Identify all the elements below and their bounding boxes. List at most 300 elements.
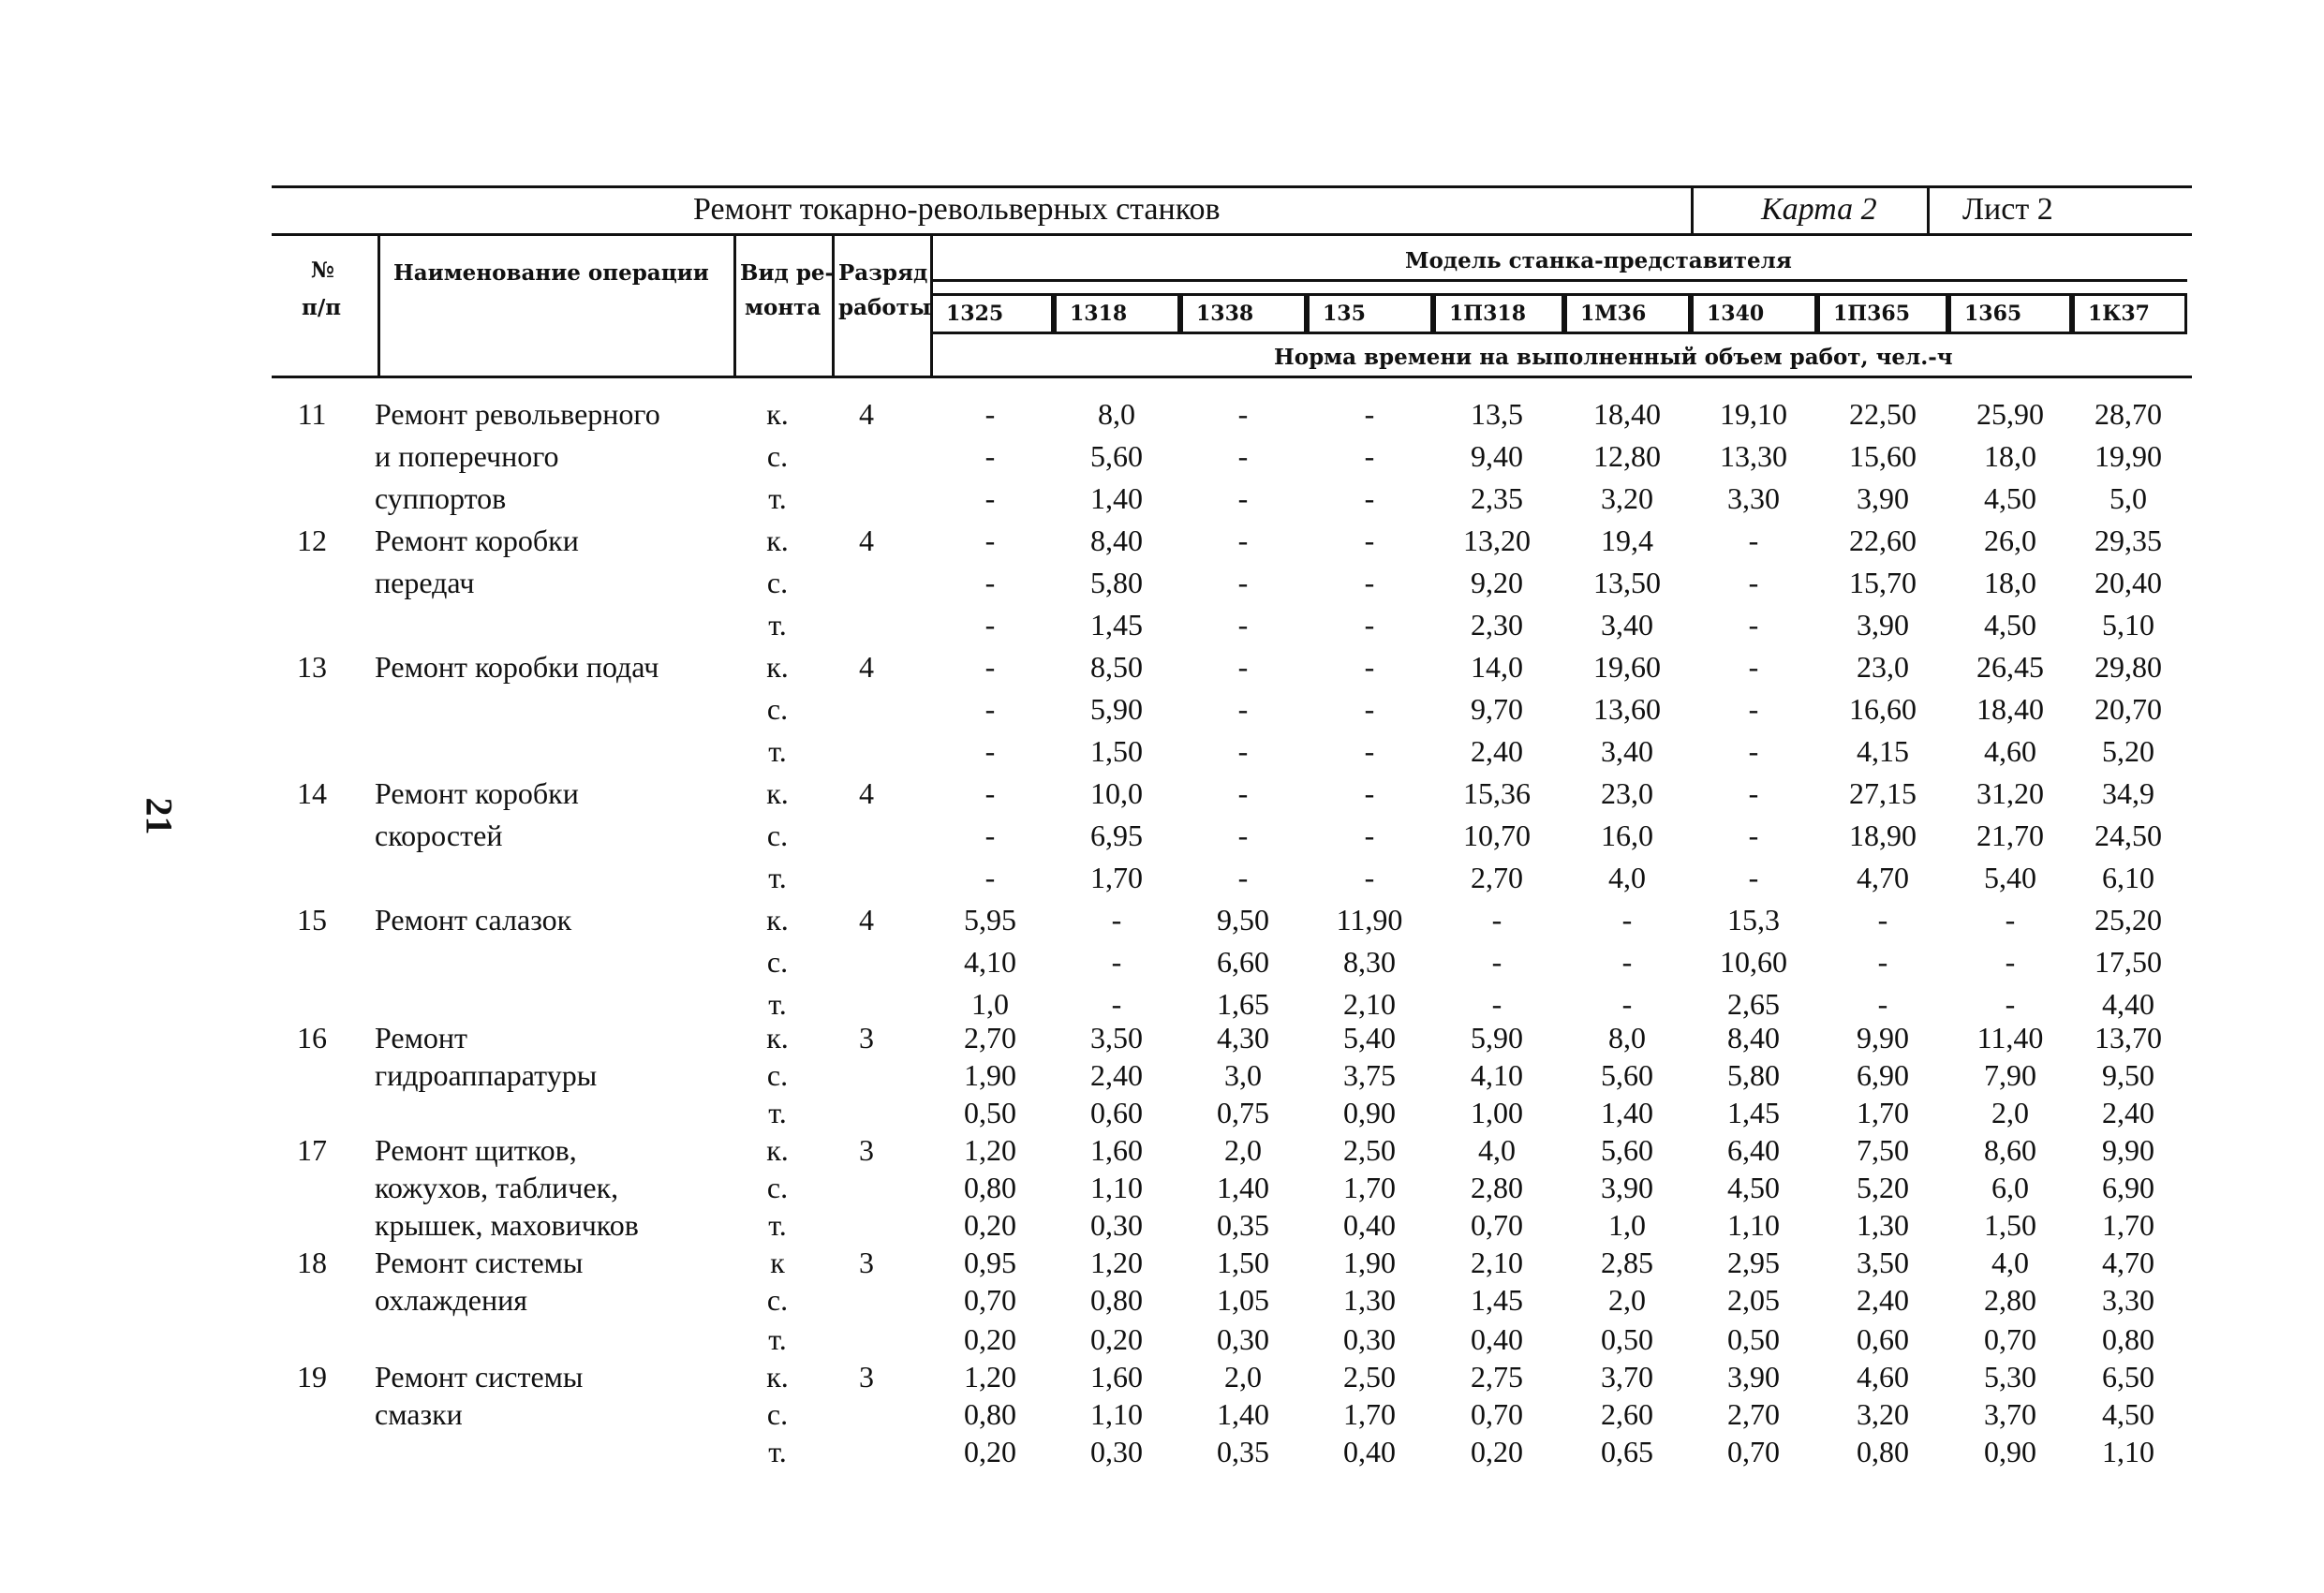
table-row <box>272 1019 2183 1056</box>
table-row <box>272 1281 2183 1319</box>
norm-value: 2,70 <box>1727 1397 1780 1431</box>
operation-name: скоростей <box>375 819 503 852</box>
table-row <box>272 1395 2183 1433</box>
norm-value: - <box>1111 903 1122 937</box>
norm-value: 6,0 <box>1991 1171 2029 1204</box>
norm-value: 22,60 <box>1849 524 1917 557</box>
norm-value: 1,10 <box>1090 1397 1143 1431</box>
row-number: 11 <box>297 397 327 431</box>
model-header-1318: 1318 <box>1054 293 1180 334</box>
operation-name: Ремонт коробки подач <box>375 650 659 684</box>
norm-value: 20,70 <box>2095 692 2162 726</box>
norm-value: 9,50 <box>2102 1058 2154 1092</box>
norm-value: 0,30 <box>1090 1208 1143 1242</box>
table-row <box>272 648 2183 686</box>
norm-value: 2,30 <box>1471 608 1523 642</box>
repair-type: т. <box>768 1435 787 1468</box>
norm-value: 9,40 <box>1471 439 1523 473</box>
norm-value: 0,70 <box>1471 1208 1523 1242</box>
norm-value: - <box>984 650 996 684</box>
norm-value: - <box>2005 987 2016 1021</box>
model-header-1325: 1325 <box>930 293 1054 334</box>
card-label: Карта 2 <box>1761 192 1877 227</box>
operation-name: гидроаппаратуры <box>375 1058 598 1092</box>
norm-value: 2,95 <box>1727 1246 1780 1279</box>
norm-value: - <box>1364 566 1375 599</box>
col-header-name: Наименование операции <box>393 260 709 286</box>
norm-value: 6,90 <box>1857 1058 1909 1092</box>
norm-value: 3,20 <box>1601 481 1653 515</box>
operation-name: Ремонт коробки <box>375 524 579 557</box>
norm-value: 1,05 <box>1217 1283 1269 1317</box>
norm-value: 28,70 <box>2095 397 2162 431</box>
norm-value: 4,15 <box>1857 734 1909 768</box>
norm-value: 1,70 <box>1343 1171 1396 1204</box>
norm-value: 2,80 <box>1471 1171 1523 1204</box>
norm-value: 25,20 <box>2095 903 2162 937</box>
repair-type: с. <box>766 439 789 473</box>
norm-value: 10,70 <box>1463 819 1531 852</box>
norm-value: 0,70 <box>1727 1435 1780 1468</box>
norm-value: 1,00 <box>1471 1096 1523 1129</box>
norm-value: 15,60 <box>1849 439 1917 473</box>
norm-value: 26,0 <box>1984 524 2036 557</box>
norm-value: 0,70 <box>1471 1397 1523 1431</box>
norm-value: 1,65 <box>1217 987 1269 1021</box>
norm-value: 4,10 <box>1471 1058 1523 1092</box>
norm-value: 13,70 <box>2095 1021 2162 1055</box>
table-row <box>272 1433 2183 1470</box>
operation-name: передач <box>375 566 475 599</box>
norm-value: 4,60 <box>1857 1360 1909 1394</box>
norm-value: - <box>1621 987 1633 1021</box>
norm-value: - <box>1111 945 1122 979</box>
norm-value: - <box>1748 608 1759 642</box>
table-row <box>272 1244 2183 1281</box>
norm-value: 13,60 <box>1593 692 1661 726</box>
repair-type: с. <box>766 692 789 726</box>
repair-type: с. <box>766 945 789 979</box>
col-header-type: Вид ре- <box>740 260 835 286</box>
norm-value: 14,0 <box>1471 650 1523 684</box>
norm-value: - <box>1237 481 1249 515</box>
norm-value: 23,0 <box>1601 776 1653 810</box>
col-divider <box>377 233 380 377</box>
operation-name: Ремонт <box>375 1021 467 1055</box>
norm-value: - <box>1364 397 1375 431</box>
work-grade: 3 <box>859 1021 874 1055</box>
title-divider <box>1691 185 1694 234</box>
table-title: Ремонт токарно-револьверных станков <box>693 192 1221 227</box>
norm-value: 2,05 <box>1727 1283 1780 1317</box>
norm-value: 1,40 <box>1601 1096 1653 1129</box>
table-row <box>272 985 2183 1023</box>
norm-value: 0,60 <box>1857 1322 1909 1356</box>
norm-value: 19,60 <box>1593 650 1661 684</box>
norm-value: 4,0 <box>1478 1133 1516 1167</box>
norm-value: - <box>1364 692 1375 726</box>
col-header-type: монта <box>745 295 822 320</box>
norm-value: 2,75 <box>1471 1360 1523 1394</box>
norm-value: - <box>1748 861 1759 894</box>
norm-value: 0,80 <box>1090 1283 1143 1317</box>
norm-value: 4,10 <box>964 945 1016 979</box>
norm-value: 0,30 <box>1217 1322 1269 1356</box>
norm-value: - <box>984 566 996 599</box>
table-row <box>272 1094 2183 1131</box>
norm-value: 0,95 <box>964 1246 1016 1279</box>
norm-value: 5,60 <box>1090 439 1143 473</box>
norm-value: - <box>1364 861 1375 894</box>
norm-value: 8,30 <box>1343 945 1396 979</box>
norm-value: 0,50 <box>1727 1322 1780 1356</box>
norm-value: 1,60 <box>1090 1133 1143 1167</box>
norm-value: 3,90 <box>1857 608 1909 642</box>
norm-value: 2,0 <box>1991 1096 2029 1129</box>
norm-value: 0,80 <box>964 1397 1016 1431</box>
norm-value: 5,20 <box>1857 1171 1909 1204</box>
sheet-label: Лист 2 <box>1962 192 2053 227</box>
norm-value: 1,20 <box>964 1360 1016 1394</box>
norm-value: 25,90 <box>1976 397 2044 431</box>
row-number: 12 <box>297 524 327 557</box>
norm-value: 9,90 <box>1857 1021 1909 1055</box>
norm-value: 2,60 <box>1601 1397 1653 1431</box>
operation-name: Ремонт револьверного <box>375 397 660 431</box>
table-row <box>272 564 2183 601</box>
norm-value: 26,45 <box>1976 650 2044 684</box>
norm-value: 1,70 <box>1343 1397 1396 1431</box>
repair-type: т. <box>768 987 787 1021</box>
norm-value: - <box>1237 397 1249 431</box>
norm-value: 0,20 <box>1090 1322 1143 1356</box>
norm-value: 20,40 <box>2095 566 2162 599</box>
norm-value: 19,10 <box>1720 397 1787 431</box>
norm-value: 27,15 <box>1849 776 1917 810</box>
norm-value: - <box>1364 439 1375 473</box>
table-row <box>272 1056 2183 1094</box>
norm-value: 4,50 <box>2102 1397 2154 1431</box>
norm-value: 0,90 <box>1343 1096 1396 1129</box>
norm-value: 0,80 <box>1857 1435 1909 1468</box>
norm-value: - <box>984 776 996 810</box>
norm-value: 22,50 <box>1849 397 1917 431</box>
norm-value: 0,60 <box>1090 1096 1143 1129</box>
norm-value: 3,90 <box>1601 1171 1653 1204</box>
norm-value: 4,0 <box>1608 861 1646 894</box>
norm-value: 5,60 <box>1601 1058 1653 1092</box>
norm-value: 16,0 <box>1601 819 1653 852</box>
norm-value: 2,40 <box>1090 1058 1143 1092</box>
repair-type: с. <box>766 1397 789 1431</box>
norm-value: 9,20 <box>1471 566 1523 599</box>
repair-type: с. <box>766 566 789 599</box>
norm-value: 0,40 <box>1471 1322 1523 1356</box>
table-row <box>272 1169 2183 1206</box>
title-divider <box>1927 185 1930 234</box>
page-number: 21 <box>138 797 181 835</box>
norm-value: 34,9 <box>2102 776 2154 810</box>
norm-value: - <box>1237 566 1249 599</box>
norm-value: - <box>1748 734 1759 768</box>
norm-value: 11,40 <box>1976 1021 2044 1055</box>
table-row <box>272 395 2183 433</box>
norm-value: - <box>1491 987 1502 1021</box>
norm-value: 1,40 <box>1090 481 1143 515</box>
norm-value: 13,5 <box>1471 397 1523 431</box>
repair-type: к <box>770 1246 785 1279</box>
header-bottom-border <box>272 376 2192 378</box>
norm-value: 16,60 <box>1849 692 1917 726</box>
model-group-header: Модель станка-представителя <box>1405 248 1792 273</box>
norm-value: 17,50 <box>2095 945 2162 979</box>
row-number: 14 <box>297 776 327 810</box>
norm-value: 0,40 <box>1343 1435 1396 1468</box>
norm-value: 19,4 <box>1601 524 1653 557</box>
norm-value: 3,30 <box>1727 481 1780 515</box>
norm-value: 1,20 <box>1090 1246 1143 1279</box>
repair-type: к. <box>766 397 789 431</box>
norm-value: - <box>1364 650 1375 684</box>
norm-value: 3,40 <box>1601 608 1653 642</box>
norm-value: 2,35 <box>1471 481 1523 515</box>
norm-value: 0,30 <box>1343 1322 1396 1356</box>
model-header-1p318: 1П318 <box>1433 293 1564 334</box>
model-header-1p365: 1П365 <box>1817 293 1948 334</box>
norm-value: 4,70 <box>1857 861 1909 894</box>
title-bottom-border <box>272 233 2192 236</box>
norm-value: - <box>984 439 996 473</box>
norm-value: 1,0 <box>971 987 1009 1021</box>
norm-value: - <box>1364 776 1375 810</box>
norm-value: 2,65 <box>1727 987 1780 1021</box>
norm-value: 5,20 <box>2102 734 2154 768</box>
repair-type: с. <box>766 819 789 852</box>
norm-value: 18,0 <box>1984 439 2036 473</box>
norm-value: 21,70 <box>1976 819 2044 852</box>
norm-value: 5,90 <box>1090 692 1143 726</box>
norm-value: 18,40 <box>1976 692 2044 726</box>
norm-value: 8,0 <box>1098 397 1135 431</box>
norm-value: 8,0 <box>1608 1021 1646 1055</box>
work-grade: 4 <box>859 524 874 557</box>
repair-type: т. <box>768 734 787 768</box>
norm-value: 5,0 <box>2109 481 2147 515</box>
model-header-1k37: 1К37 <box>2072 293 2187 334</box>
table-row <box>272 522 2183 559</box>
norm-value: 1,20 <box>964 1133 1016 1167</box>
model-header-1340: 1340 <box>1691 293 1817 334</box>
repair-type: с. <box>766 1058 789 1092</box>
norm-value: 23,0 <box>1857 650 1909 684</box>
norm-value: 7,90 <box>1984 1058 2036 1092</box>
norm-value: 4,40 <box>2102 987 2154 1021</box>
norm-value: 19,90 <box>2095 439 2162 473</box>
norm-value: - <box>1621 903 1633 937</box>
model-header-135: 135 <box>1307 293 1433 334</box>
norm-value: - <box>984 819 996 852</box>
norm-value: - <box>984 861 996 894</box>
norm-value: 8,50 <box>1090 650 1143 684</box>
norm-value: 8,60 <box>1984 1133 2036 1167</box>
norm-value: - <box>2005 945 2016 979</box>
norm-value: - <box>984 692 996 726</box>
operation-name: охлаждения <box>375 1283 527 1317</box>
norm-value: 4,0 <box>1991 1246 2029 1279</box>
row-number: 13 <box>297 650 327 684</box>
norm-value: 9,70 <box>1471 692 1523 726</box>
norm-value: 10,60 <box>1720 945 1787 979</box>
norm-value: 3,30 <box>2102 1283 2154 1317</box>
norm-value: 4,50 <box>1727 1171 1780 1204</box>
norm-value: 3,50 <box>1857 1246 1909 1279</box>
norm-value: 13,30 <box>1720 439 1787 473</box>
norm-value: 2,70 <box>1471 861 1523 894</box>
norm-value: 5,40 <box>1984 861 2036 894</box>
norm-value: - <box>984 608 996 642</box>
norm-value: - <box>1748 819 1759 852</box>
norm-value: 13,50 <box>1593 566 1661 599</box>
norm-value: 2,10 <box>1471 1246 1523 1279</box>
norm-value: 9,90 <box>2102 1133 2154 1167</box>
norm-value: - <box>1748 566 1759 599</box>
norm-value: 5,40 <box>1343 1021 1396 1055</box>
table-top-border <box>272 185 2192 188</box>
norm-value: 7,50 <box>1857 1133 1909 1167</box>
table-row <box>272 1320 2183 1358</box>
norm-value: - <box>1364 734 1375 768</box>
norm-value: 3,90 <box>1727 1360 1780 1394</box>
norm-value: 0,40 <box>1343 1208 1396 1242</box>
work-grade: 4 <box>859 397 874 431</box>
operation-name: крышек, маховичков <box>375 1208 639 1242</box>
norm-value: - <box>1877 903 1888 937</box>
operation-name: Ремонт системы <box>375 1360 584 1394</box>
norm-value: 0,70 <box>964 1283 1016 1317</box>
norm-value: 8,40 <box>1727 1021 1780 1055</box>
norm-value: - <box>1237 439 1249 473</box>
norm-value: 2,0 <box>1608 1283 1646 1317</box>
norm-value: 0,80 <box>2102 1322 2154 1356</box>
norm-value: 1,45 <box>1471 1283 1523 1317</box>
norm-value: - <box>1491 945 1502 979</box>
norm-value: 4,50 <box>1984 608 2036 642</box>
norm-value: - <box>1237 692 1249 726</box>
norm-value: 1,40 <box>1217 1171 1269 1204</box>
model-group-border <box>930 279 2187 282</box>
norm-value: - <box>1748 524 1759 557</box>
work-grade: 3 <box>859 1133 874 1167</box>
norm-value: 1,50 <box>1217 1246 1269 1279</box>
model-header-1m36: 1М36 <box>1564 293 1691 334</box>
norm-value: 0,20 <box>964 1435 1016 1468</box>
norm-value: 3,20 <box>1857 1397 1909 1431</box>
row-number: 18 <box>297 1246 327 1279</box>
norm-value: 0,80 <box>964 1171 1016 1204</box>
norm-value: - <box>1877 945 1888 979</box>
norm-value: 1,30 <box>1343 1283 1396 1317</box>
repair-type: т. <box>768 1322 787 1356</box>
norm-value: 5,95 <box>964 903 1016 937</box>
norm-value: 29,80 <box>2095 650 2162 684</box>
norm-value: - <box>1364 481 1375 515</box>
col-divider <box>832 233 835 377</box>
repair-type: т. <box>768 608 787 642</box>
repair-type: т. <box>768 1208 787 1242</box>
table-row <box>272 1206 2183 1244</box>
norm-value: 2,0 <box>1224 1133 1262 1167</box>
repair-type: т. <box>768 1096 787 1129</box>
work-grade: 4 <box>859 776 874 810</box>
row-number: 17 <box>297 1133 327 1167</box>
norm-value: 6,60 <box>1217 945 1269 979</box>
table-row <box>272 732 2183 770</box>
norm-value: - <box>984 524 996 557</box>
repair-type: к. <box>766 1360 789 1394</box>
col-header-grade: Разряд <box>838 260 928 286</box>
table-row <box>272 1131 2183 1169</box>
col-header-grade: работы <box>838 295 931 320</box>
norm-value: - <box>1237 861 1249 894</box>
row-number: 19 <box>297 1360 327 1394</box>
col-header-num: № <box>311 258 334 283</box>
norm-value: - <box>1237 776 1249 810</box>
norm-value: - <box>984 481 996 515</box>
work-grade: 3 <box>859 1360 874 1394</box>
norm-value: 1,70 <box>1857 1096 1909 1129</box>
operation-name: и поперечного <box>375 439 559 473</box>
norm-value: 0,65 <box>1601 1435 1653 1468</box>
norm-value: 6,10 <box>2102 861 2154 894</box>
norm-value: 6,50 <box>2102 1360 2154 1394</box>
norm-value: 15,70 <box>1849 566 1917 599</box>
norm-value: 0,20 <box>1471 1435 1523 1468</box>
norm-caption: Норма времени на выполненный объем работ, чел.-ч <box>1274 345 1953 370</box>
norm-value: - <box>1364 608 1375 642</box>
row-number: 16 <box>297 1021 327 1055</box>
norm-value: - <box>1621 945 1633 979</box>
norm-value: 1,45 <box>1090 608 1143 642</box>
norm-value: 9,50 <box>1217 903 1269 937</box>
table-row <box>272 690 2183 728</box>
operation-name: Ремонт системы <box>375 1246 584 1279</box>
norm-value: 0,20 <box>964 1208 1016 1242</box>
norm-value: 0,50 <box>964 1096 1016 1129</box>
norm-value: 1,30 <box>1857 1208 1909 1242</box>
norm-value: 1,90 <box>1343 1246 1396 1279</box>
norm-value: 1,10 <box>1727 1208 1780 1242</box>
norm-value: 31,20 <box>1976 776 2044 810</box>
norm-value: 6,95 <box>1090 819 1143 852</box>
norm-value: 1,70 <box>2102 1208 2154 1242</box>
norm-value: 0,35 <box>1217 1435 1269 1468</box>
norm-value: 0,70 <box>1984 1322 2036 1356</box>
norm-value: - <box>1364 819 1375 852</box>
table-row <box>272 606 2183 643</box>
norm-value: - <box>1748 692 1759 726</box>
col-divider <box>733 233 736 377</box>
model-header-1338: 1338 <box>1180 293 1307 334</box>
norm-value: 12,80 <box>1593 439 1661 473</box>
norm-value: - <box>2005 903 2016 937</box>
norm-value: 6,90 <box>2102 1171 2154 1204</box>
norm-value: 4,70 <box>2102 1246 2154 1279</box>
norm-value: 1,50 <box>1984 1208 2036 1242</box>
norm-value: 5,30 <box>1984 1360 2036 1394</box>
operation-name: суппортов <box>375 481 507 515</box>
norm-value: 0,30 <box>1090 1435 1143 1468</box>
row-number: 15 <box>297 903 327 937</box>
